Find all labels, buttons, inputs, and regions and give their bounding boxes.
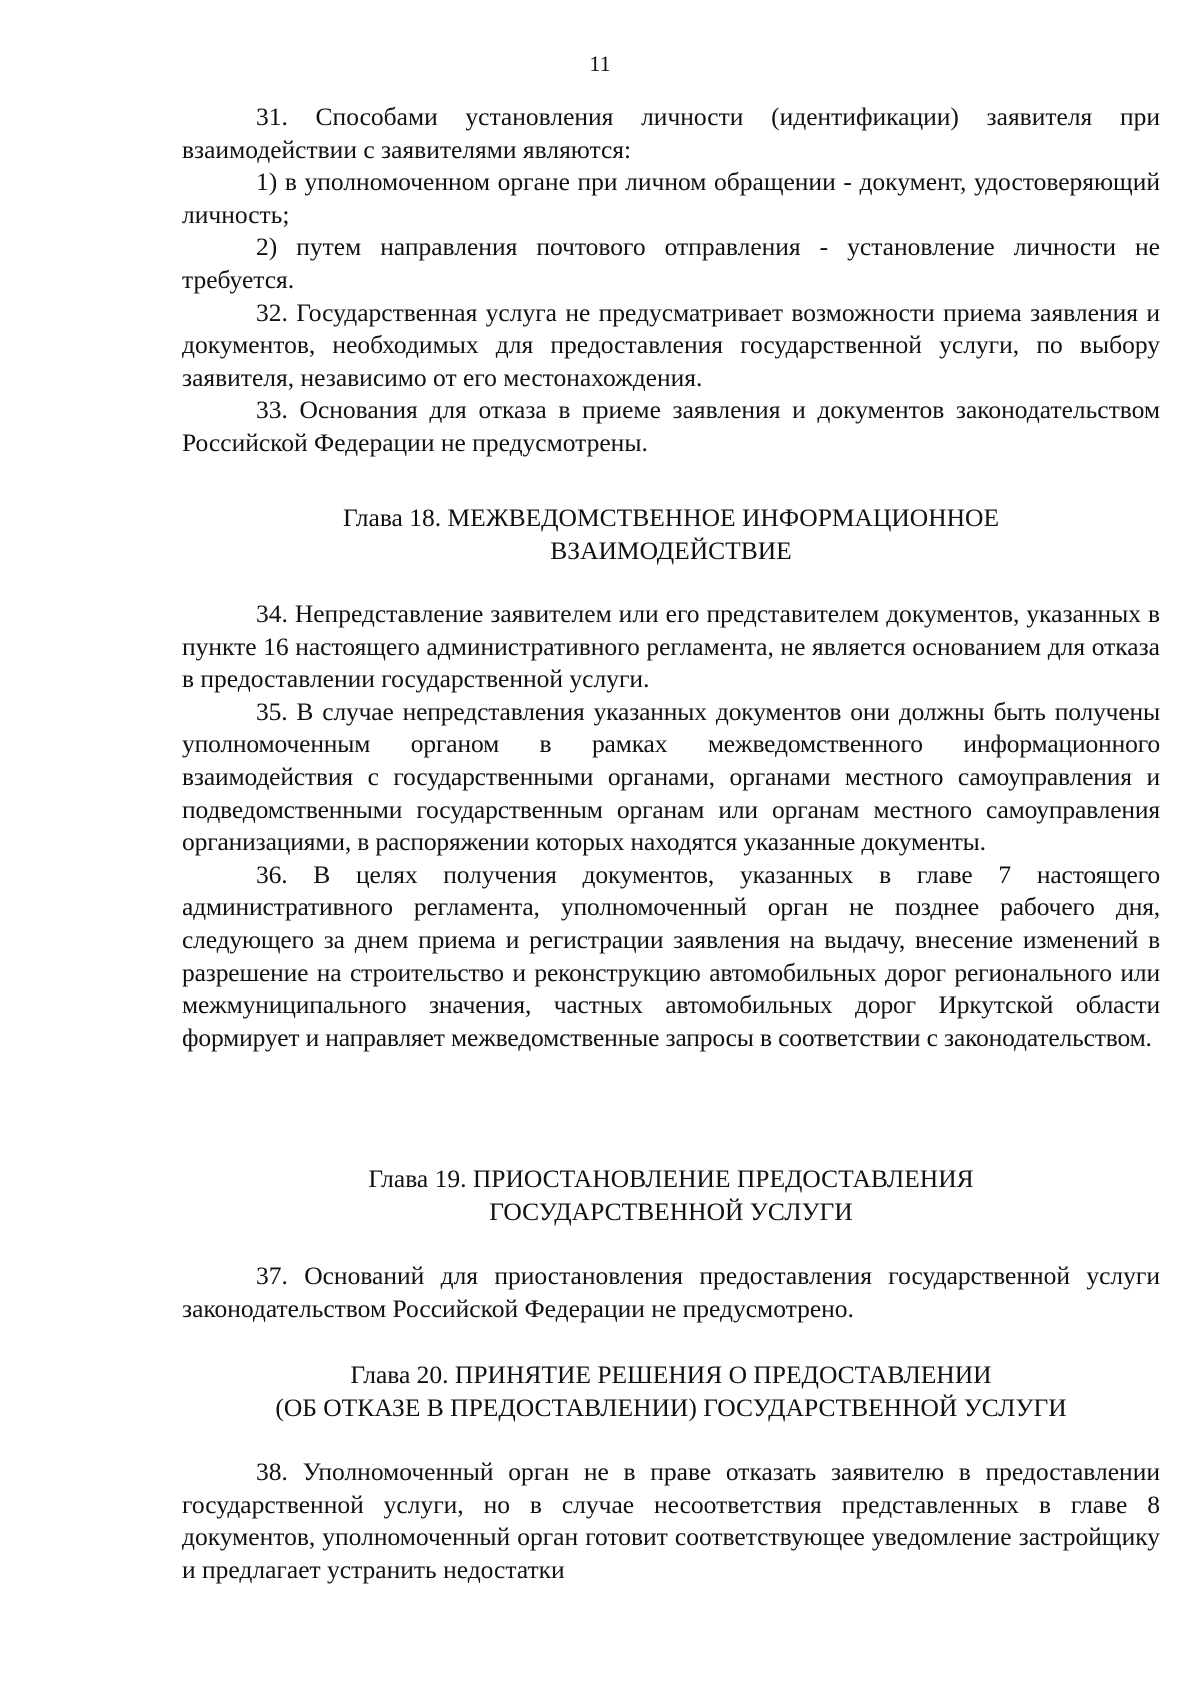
section-block-38 [182, 1456, 1160, 1586]
section-block-31-33 [182, 101, 1160, 460]
paragraph-33: 33. Основания для отказа в приеме заявления и документов законодательством Российской Федерации не предусмотрены. [182, 395, 1160, 457]
section-block-37 [182, 1260, 1160, 1325]
chapter-18-heading [182, 501, 1160, 567]
chapter-19-title-line1: Глава 19. ПРИОСТАНОВЛЕНИЕ ПРЕДОСТАВЛЕНИЯ [368, 1164, 974, 1193]
paragraph-34: 34. Непредставление заявителем или его представителем документов, указанных в пункте 16 настоящего административного регламента, не является основанием для отказа в предоставлении государственной услуги. [182, 599, 1160, 694]
page-number: 11 [589, 51, 611, 76]
paragraph-31: 31. Способами установления личности (идентификации) заявителя при взаимодействии с заявителями являются: [182, 102, 1160, 164]
chapter-18-title-line1: Глава 18. МЕЖВЕДОМСТВЕННОЕ ИНФОРМАЦИОННОЕ [342, 503, 1000, 532]
paragraph-31-2: 2) путем направления почтового отправления - установление личности не требуется. [182, 232, 1160, 294]
chapter-20-heading [182, 1358, 1160, 1424]
section-block-34-36 [182, 598, 1160, 1054]
chapter-20-title-line2: (ОБ ОТКАЗЕ В ПРЕДОСТАВЛЕНИИ) ГОСУДАРСТВЕННОЙ УСЛУГИ [275, 1393, 1067, 1422]
paragraph-36: 36. В целях получения документов, указанных в главе 7 настоящего административного регламента, уполномоченный орган не позднее рабочего дня, следующего за днем приема и регистрации заявления на выдачу, внесение изменений в разрешение на строительство и реконструкцию автомобильных дорог регионального или межмуниципального значения, частных автомобильных дорог Иркутской области формирует и направляет межведомственные запросы в соответствии с законодательством. [182, 859, 1160, 1052]
chapter-20-title-line1: Глава 20. ПРИНЯТИЕ РЕШЕНИЯ О ПРЕДОСТАВЛЕНИИ [350, 1360, 992, 1389]
paragraph-38: 38. Уполномоченный орган не в праве отказать заявителю в предоставлении государственной услуги, но в случае несоответствия представленных в главе 8 документов, уполномоченный орган готовит соответствующее уведомление застройщику и предлагает устранить недостатки [182, 1457, 1160, 1584]
chapter-19-title-line2: ГОСУДАРСТВЕННОЙ УСЛУГИ [489, 1197, 853, 1226]
paragraph-31-1: 1) в уполномоченном органе при личном обращении - документ, удостоверяющий личность; [182, 167, 1160, 229]
paragraph-35: 35. В случае непредставления указанных документов они должны быть получены уполномоченным органом в рамках межведомственного информационного взаимодействия с государственными органами, органами местного самоуправления и подведомственными государственным органам или органам местного самоуправления организациями, в распоряжении которых находятся указанные документы. [182, 696, 1160, 857]
chapter-18-title-line2: ВЗАИМОДЕЙСТВИЕ [550, 536, 792, 565]
chapter-19-heading [182, 1162, 1160, 1228]
paragraph-32: 32. Государственная услуга не предусматривает возможности приема заявления и документов, необходимых для предоставления государственной услуги, по выбору заявителя, независимо от его местонахождения. [182, 297, 1160, 392]
paragraph-37: 37. Оснований для приостановления предоставления государственной услуги законодательством Российской Федерации не предусмотрено. [182, 1261, 1160, 1323]
